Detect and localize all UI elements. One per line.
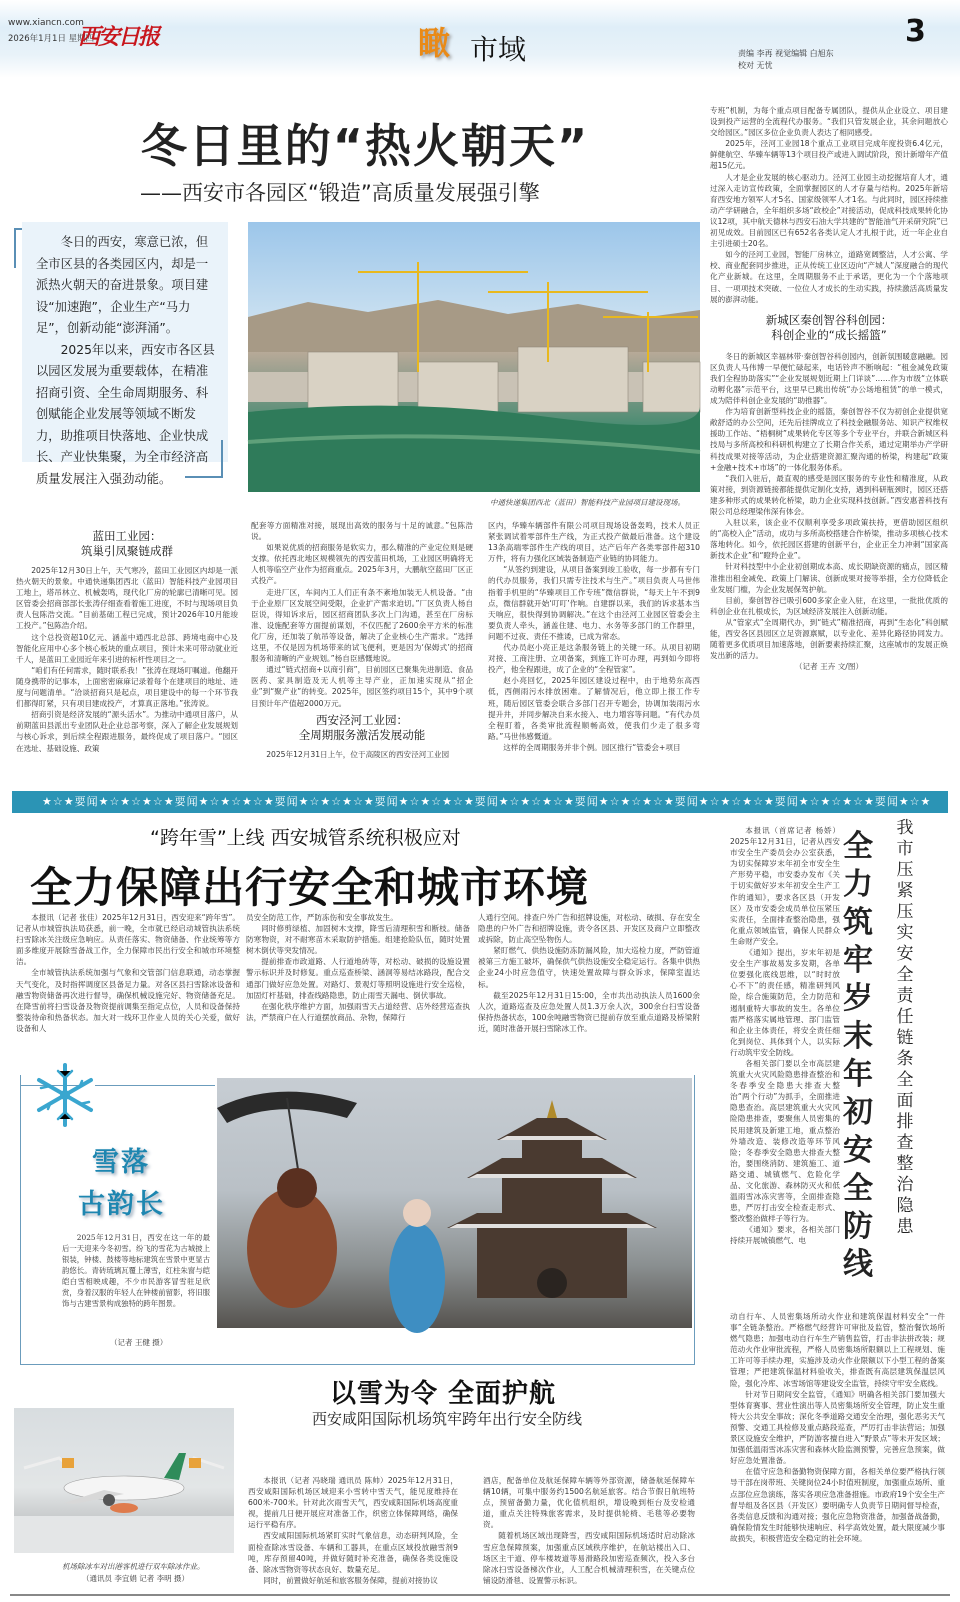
article-column xyxy=(251,520,473,785)
article-column xyxy=(248,1475,458,1590)
article-column xyxy=(730,825,840,1311)
section-heading-line: 筑巢引凤聚链成群 xyxy=(81,544,173,558)
story-headline: 全力保障出行安全和城市环境 xyxy=(30,863,590,912)
section-badge: 瞰 xyxy=(418,24,451,62)
paragraph: “咱们有任何需求，随时联系我！”张涛在现场叮嘱道。他翻开随身携带的记事本，上面密密麻麻记录着每个在建项目的地址、进度与问题清单。“洽谈招商只是起点，项目建设中的每一个环节我们都得盯紧，只有项目建成投产，才算真正落地。”张涛说。 xyxy=(16,665,238,709)
paragraph: 在强化秩序维护方面，加强雨雪天占道经营、店外经营巡查执法，严禁商户在人行道摆放商品、杂物，保障行 xyxy=(246,1001,470,1022)
paragraph: 这样的全周期服务并非个例。园区推行“管委会+项目 xyxy=(503,742,681,752)
paragraph: 《通知》提出，岁末年初是安全生产事故易发多发期，各单位要强化底线思维，以“时时放心不下”的责任感，精准研判风险，综合施策防范，全力防范和遏制重特大事故的发生。各单位需严格落实属地管理、部门监管和企业主体责任，将安全责任细化到岗位、具体到个人，以实际行动筑牢安全防线。 xyxy=(730,948,840,1057)
lead-intro-box xyxy=(22,222,228,486)
paragraph: 入驻以来，该企业不仅顺利享受多项政策扶持，更借助园区组织的“高校入企”活动，成功与多所高校搭建合作桥梁，推动多项核心技术落地转化。如今，依托园区搭建的创新平台，企业正全力冲刺“国家高新技术企业”和“瞪羚企业”。 xyxy=(710,518,948,561)
issue-date: 2026年1月1日 星期四 xyxy=(8,34,95,44)
paragraph: 紧盯燃气、供热设施防冻防漏风险，加大巡检力度，严防管道被第三方施工破坏，确保供气供热设施安全稳定运行。各集中供热企业24小时应急值守，快速处置故障与群众诉求，保障室温达标。 xyxy=(478,946,700,989)
paragraph: 2025年12月30日上午，天气寒冷，蓝田工业园区内却是一派热火朝天的景象。中通快递集团西北（蓝田）智能科技产业园项目工地上，塔吊林立、机械轰鸣，现代化厂房的轮廓已清晰可见。园区管委会招商部部长张涛仔细查看着施工进度，不时与现场项目负责人包陈浩交流。“目前基础工程已完成，预计2026年10月能竣工投产。”包陈浩介绍。 xyxy=(16,566,238,631)
paragraph: 如果说优质的招商服务是软实力，那么精准的产业定位则是硬支撑。依托西北地区规模领先的西安蓝田机场，工业园区明确将无人机等临空产业作为招商重点。2025年3月，大鹏航空蓝田厂区正式投产。 xyxy=(251,543,473,586)
paragraph: 同时，前置做好航延和旅客服务保障，提前对接协议 xyxy=(263,1575,438,1585)
paragraph: 在值守应急和备勤物资保障方面，各相关单位要严格执行领导干部在岗带班、关键岗位24小时值班制度，加强重点场所、重点部位应急演练，落实各项应急准备措施。市政府19个安全生产督导组及各区县（开发区）要明确专人负责节日期间督导检查，各类信息反馈和沟通对接；强化应急物资准备，加强备战备勤，确保险情发生时能够快速响应、科学高效处置，最大限度减少事故损失，积极营造安全稳定的社会环境。 xyxy=(730,1467,945,1543)
snow-feature-title: 古韵长 xyxy=(78,1189,165,1220)
bell-tower-illustration xyxy=(217,1078,692,1328)
snowflake-icon xyxy=(30,1060,100,1134)
paragraph: 专班”机制，为每个重点项目配备专属团队，提供从企业设立、项目建设到投产运营的全流程代办服务。“我们只管发展企业，其余问题放心交给园区。”园区多位企业负责人表达了相同感受。 xyxy=(710,106,948,138)
airport-deicing-photo xyxy=(14,1408,234,1553)
paragraph: 提前排查市政道路、人行道地砖等，对松动、破损的设施设置警示标识并及时修复。重点巡查桥梁、涵洞等易结冰路段，配合交通部门做好应急处置。对路灯、景观灯等照明设施进行安全巡检，加固灯杆基础，排查线路隐患，防止雨雪天漏电、倒伏事故。 xyxy=(246,957,470,1000)
section-heading xyxy=(251,713,473,743)
paragraph: 2025年12月31日，西安在这一年的最后一天迎来今冬初雪。纷飞的雪花为古城披上银装，钟楼、鼓楼等地标建筑在雪景中更显古韵悠长。青砖琉璃瓦覆上薄雪，红柱朱窗与皑皑白雪相映成趣，不少市民游客冒雪驻足欣赏，身着汉服的年轻人在钟楼前留影，将旧服饰与古建雪景构成独特的跨年图景。 xyxy=(62,1233,210,1308)
section-heading-line: 西安泾河工业园： xyxy=(316,712,408,727)
paragraph: 截至2025年12月31日15:00，全市共出动执法人员1600余人次，道路巡查及应急处置人员1.3万余人次，300余台扫雪设备保持热备状态，100余吨融雪物资已提前存放至重点道路及桥梁附近，随时准备开展扫雪除冰工作。 xyxy=(478,990,700,1033)
paragraph: 本报讯（记者 冯晓瑞 通讯员 陈帅）2025年12月31日，西安咸阳国际机场区域迎来小雪转中雪天气，能见度维持在600米-700米。针对此次雨雪天气，西安咸阳国际机场高度重视，提前几日便开展应对准备工作，织密立体保障网络，确保运行平稳有序。 xyxy=(248,1476,458,1530)
paragraph: 2025年，泾河工业园18个重点工业项目完成年度投资6.4亿元，鲜健航空、华臻车辆等13个项目投产或进入调试阶段，预计新增年产值超15亿元。 xyxy=(710,139,948,171)
proofreader-line: 校对 无忧 xyxy=(738,61,773,70)
paragraph: 员安全防范工作，严防冻伤和安全事故发生。 xyxy=(246,913,398,922)
article-column xyxy=(710,105,948,785)
byline: （记者 王卉 文/图） xyxy=(794,662,864,672)
photo-credit: （记者 王健 摄） xyxy=(110,1338,168,1347)
article-column xyxy=(730,1311,945,1591)
snow-feature-text xyxy=(62,1232,210,1327)
paragraph: “我们入驻后，最直观的感受是园区服务的专业性和精准度，从政策对接，到资源链接都能提供定制化支持，遇到科研瓶颈时，园区还搭建多种形式的成果转化桥梁，助力企业实现科技创新。”西安惠普科技有限公司总经理梁伟深有体会。 xyxy=(710,473,948,516)
paragraph: 酒店，配备单位及航延保障车辆等外部资源，储备航延保障车辆10辆，可集中服务约1500名航延旅客。结合节假日航班特点，预留备勤力量，优化值机组织，增设晚到柜台及安检通道，重点关注特殊旅客需求，及时提供轮椅、毛毯等必要物资。 xyxy=(483,1476,695,1530)
paragraph: 这个总投资超10亿元、涵盖中通西北总部、跨境电商中心及智能化应用中心多个核心板块的重点项目，预计未来可带动就业近千人，是蓝田工业园近年来引进的标杆性项目之一。 xyxy=(16,632,238,664)
paragraph: 作为培育创新型科技企业的摇篮，秦创智谷不仅为初创企业提供宽敞舒适的办公空间，还先后挂牌成立了科技金融服务站、知识产权维权援助工作站、“梧桐树”成果转化专区等多个专业平台，并联合新城区科技局与多所高校和科研机构建立了长期合作关系，通过定期举办产学研科技成果对接等活动，为企业搭建资源汇聚沟通的桥梁，构建起“政策+金融+技术+市场”的一体化服务体系。 xyxy=(710,407,948,472)
paragraph: 2025年12月31日上午，位于高陵区的西安泾河工业园 xyxy=(266,749,450,759)
construction-illustration xyxy=(248,222,700,492)
section-heading-line: 新城区秦创智谷科创园： xyxy=(765,312,893,327)
banner-text: ★☆★要闻★☆★☆★☆★要闻★☆★☆★☆★要闻★☆★☆★☆★要闻★☆★☆★☆★要闻★☆★☆★☆★要闻★☆★☆★☆★要闻★☆★☆★☆★要闻★☆★☆★☆★要闻★☆★ xyxy=(42,795,932,808)
paragraph: 人才是企业发展的核心驱动力。泾河工业园主动挖掘培育人才，通过深入走访宣传政策，全面掌握园区的人才存量与结构。2025年新培育西安地方领军人才5名、国家级领军人才1名。与此同时，园区持续推动产学研融合，全年组织多场“政校企”对接活动，促成科技成果转化协议12项，其中航天德林与西安石油大学共建的“智能油气开采研究院”已初见成效。目前园区已有652名各类认定人才扎根于此，近一年企业自主引进硕士20名。 xyxy=(710,172,948,249)
article-column xyxy=(246,912,470,1060)
intro-paragraph: 冬日的西安，寒意已浓，但全市区县的各类园区内，却是一派热火朝天的奋进景象。项目建设“加速跑”，企业生产“马力足”，创新动能“澎湃涌”。 xyxy=(36,235,209,335)
story-headline-vertical: 全力筑牢岁末年初安全防线 xyxy=(843,829,873,1282)
article-column xyxy=(488,520,700,785)
photo-credit: （通讯员 李宜娟 记者 李明 摄） xyxy=(82,1574,190,1583)
paragraph: 赵小亮回忆，2025年园区建设过程中，由于地势东高西低，西侧雨污水排放困难。了解情况后，他立即上报工作专班，随后园区管委会联合多部门召开专题会，协调加装雨污水提升井，并同步解决自来水接入、电力增容等问题。“有代办员全程盯着，各类审批流程顺畅高效，使我们少走了很多弯路。”马世伟感慨道。 xyxy=(488,676,700,741)
newspaper-logo: 西安日报 xyxy=(78,24,159,50)
editors-credit xyxy=(738,48,834,72)
airplane-illustration xyxy=(14,1408,234,1553)
lead-headline: 冬日里的“热火朝天” xyxy=(140,119,590,173)
paragraph: 如今的泾河工业园，智能厂房林立，道路宽阔整洁，人才公寓、学校、商业配套同步推进，正从传统工业区迈向“产城人”深度融合的现代化产业新城。在这里，全周期服务不止于承诺，更化为一个个落地项目、一项项技术突破、一位位人才成长的生动实践，持续激活高质量发展的澎湃动能。 xyxy=(710,250,948,304)
paragraph: 全市城管执法系统加强与气象和交管部门信息联通，动态掌握天气变化，及时指挥调度区县备足力量。对各区县扫雪除冰设备和融雪物资储备再次进行督导，确保机械设施完好、物资储备充足。在降雪前将扫雪设备及物资提前调集至指定点位，人员和设备保持整装待命和热备状态。加大对一线环卫作业人员的关心关爱，做好设备和人 xyxy=(16,968,240,1033)
article-column xyxy=(478,912,700,1033)
bell-tower-snow-photo xyxy=(217,1078,692,1328)
section-heading xyxy=(16,529,238,559)
paragraph: 招商引资是经济发展的“源头活水”。为推动中通项目落户，从前期蓝田县派出专业团队赴企业总部考察，深入了解企业发展规划与核心诉求，到后续全程跟进服务，最终促成了项目落户。“园区在选址、基础设施、政策 xyxy=(16,710,238,753)
paragraph: 动自行车、人员密集场所动火作业和建筑保温材料安全“一件事”全链条整治。严格燃气经营许可审批及监管，整治餐饮场所燃气隐患；加强电动自行车生产销售监管，打击非法拼改装；规范动火作业审批流程，严格人员密集场所限额以上工程规划、施工许可等手续办理，实施涉及动火作业限额以下小型工程的备案管理；严把建筑保温材料验收关，排查既有高层建筑保温层风险，强化冷库、冰雪场馆等建设安全监管，持续守牢安全底线。 xyxy=(730,1312,945,1388)
construction-site-photo xyxy=(248,222,700,492)
paragraph: 针对节日期间安全监管，《通知》明确各相关部门要加强大型体育赛事、营业性演出等人员密集场所安全管理，防止发生重特大公共安全事故；深化冬季道路交通安全治理，强化恶劣天气预警、交通工具检修及重点路段巡查，严厉打击非法营运；加强景区设施安全维护，严防游客擅自进入“野景点”等未开发区域；加强低温雨雪冰冻灾害和森林火险监测预警，完善应急预案，做好应急处置准备。 xyxy=(730,1389,945,1466)
paragraph: 代办员赵小亮正是这条服务链上的关键一环。从项目初期对接、工商注册、立项备案，到施工许可办理，再到如今即将投产，他全程跟进，成了企业的“全程管家”。 xyxy=(488,643,700,675)
snow-feature-title: 雪落 xyxy=(92,1147,150,1178)
intro-paragraph: 2025年以来，西安市各区县以园区发展为重要载体，在精准招商引资、全生命周期服务、科创赋能企业发展等领域不断发力，助推项目快落地、企业快成长、产业快集聚，为全市经济高质量发展注入强劲动能。 xyxy=(36,342,215,486)
paragraph: 本报讯（首席记者 杨娇）2025年12月31日，记者从西安市安全生产委员会办公室获悉，为切实保障岁末年初全市安全生产形势平稳，市安委办发布《关于切实做好岁末年初安全生产工作的通知》，要求各区县（开发区）及市安委会成员单位压紧压实责任，全面排查整治隐患，强化重点领域监管，确保人民群众生命财产安全。 xyxy=(730,826,840,946)
paragraph: 通过“链式招商+以商引商”，目前园区已聚集先进制造、食品医药、家具制造及无人机等主导产业，正加速实现从“招企业”到“聚产业”的转变。2025年，园区签约项目15个，其中9个项目预计年产值超2000万元。 xyxy=(251,665,473,708)
story-kicker: “跨年雪”上线 西安城管系统积极应对 xyxy=(150,827,461,849)
paragraph: 从“管家式”全周期代办，到“链式”精准招商，再到“生态化”科创赋能，西安各区县园区立足资源禀赋，以专业化、差异化路径协同发力。随着更多优质项目加速落地，创新要素持续汇聚，这座城市的发展正焕发出新的活力。 xyxy=(710,617,948,661)
paragraph: 冬日的新城区幸福林带·秦创智谷科创园内，创新氛围暖意融融。园区负责人马伟博一早便忙碌起来，电话铃声不断响起：“租金减免政策我们全程协助落实”“企业发展规划近期上门详谈”……作为市级“立体联动孵化器”示范平台，这里早已跳出传统“办公场地租赁”的单一模式，成为陪伴科创企业发展的“助推器”。 xyxy=(710,351,948,406)
frame-line xyxy=(95,1085,215,1086)
section-heading-line: 蓝田工业园： xyxy=(92,529,162,543)
intro-corner-decoration xyxy=(185,440,223,478)
article-column xyxy=(16,525,238,785)
article-column xyxy=(16,912,240,1060)
photo-caption: 机场除冰车对出港客机进行双车除冰作业。 xyxy=(62,1562,205,1571)
paragraph: 走进厂区，车间内工人们正有条不紊地加装无人机设备。“由于企业原厂区发展空间受限，企业扩产需求迫切。”厂区负责人杨自臣说，得知诉求后，园区招商团队多次上门沟通，甚至在厂房标准、设施配套等方面提前谋划，不仅匹配了2600余平方米的标准化厂房，还加装了航吊等设备，解决了企业核心生产需求。“选择这里，不仅是因为机场带来的试飞便利，更是因为‘保姆式’的招商服务和清晰的产业规划。”杨自臣感慨地说。 xyxy=(251,587,473,664)
site-url[interactable]: www.xiancn.com xyxy=(8,18,84,28)
paragraph: 针对科技型中小企业初创期成本高、成长期缺资源的痛点，园区精准推出租金减免、政策上门解读、创新成果对接等举措，全方位降低企业发展门槛，为企业发展保驾护航。 xyxy=(710,562,948,594)
paragraph: 人通行空间。排查户外广告和招牌设施，对松动、破损、存在安全隐患的户外广告和招牌设施，责令各区县、开发区及商户立即整改或拆除，防止高空坠物伤人。 xyxy=(478,913,700,945)
editors-line: 责编 李再 视觉编辑 白旭东 xyxy=(738,49,834,58)
page-bottom-rule xyxy=(10,1594,950,1596)
photo-caption: 中通快递集团西北（蓝田）智能科技产业园项目建设现场。 xyxy=(490,498,685,507)
paragraph: 西安咸阳国际机场紧盯实时气象信息，动态研判风险，全面检查除冰雪设备、车辆和工器具，在重点区域投放融雪剂9吨，库存预留40吨，并做好随时补充准备，确保各类设施设备、除冰雪物资等状态良好、数量充足。 xyxy=(248,1531,458,1574)
story-subheadline: 西安咸阳国际机场筑牢跨年出行安全防线 xyxy=(312,1410,583,1428)
paragraph: 同时修剪绿植、加固树木支撑，降雪后清理积雪和断枝。储备防寒物资，对不耐寒苗木采取防护措施。组建抢险队伍，随时处置树木倒伏等突发情况。 xyxy=(246,924,470,956)
paragraph: 随着机场区域出现降雪，西安咸阳国际机场适时启动除冰雪应急保障预案，加强重点区域秩序维护，在航站楼出入口、场区主干道、停车楼坡道等易滑路段加密巡查频次，投入多台除冰扫雪设备梯次作业，人工配合机械清理积雪，在关键点位铺设防滑毯、设置警示标识。 xyxy=(483,1531,695,1585)
section-heading-line: 全周期服务激活发展动能 xyxy=(298,727,426,742)
paragraph: “从签约到建设，从项目备案到竣工验收，每一步都有专门的代办员服务，我们只需专注技术与生产。”项目负责人马世伟指着手机里的“华臻项目工作专班”微信群说，“每天上午不到9点，微信群就开始‘叮叮’作响。自建群以来，我们的诉求基本当天响应，很快得到协调解决。”在这个由泾河工业园区管委会主要负责人牵头，涵盖住建、电力、水务等多部门的工作群里，问题不过夜、责任不推诿，已成为常态。 xyxy=(488,565,700,641)
article-column xyxy=(483,1475,695,1590)
section-heading-line: 科创企业的“成长摇篮” xyxy=(771,327,887,342)
paragraph: 《通知》要求，各相关部门持续开展城镇燃气、电 xyxy=(730,1225,840,1246)
page-number: 3 xyxy=(905,14,926,49)
paragraph: 本报讯（记者 张佳）2025年12月31日，西安迎来“跨年雪”。记者从市城管执法局获悉，前一晚，全市就已经启动城管执法系统扫雪除冰关注级应急响应。从责任落实、物资储备、作业统筹等方面多维度开展除雪备战工作，全力保障市民出行安全和城市环境整洁。 xyxy=(16,913,240,967)
story-headline: 以雪为令 全面护航 xyxy=(330,1379,557,1409)
paragraph: 各相关部门要以全市高层建筑重大火灾风险隐患排查整治和冬春季安全隐患大排查大整治“两个行动”为抓手，全面推进隐患查治。高层建筑重大火灾风险隐患排查，要聚焦人员密集的民用建筑及新建工地，重点整治外墙改造、装修改造等环节风险；冬春季安全隐患大排查大整治，要围绕消防、建筑施工、道路交通、城镇燃气、危险化学品、文化旅游、森林防灭火和低温雨雪冰冻灾害等，全面排查隐患，严厉打击安全检查走形式、整改整治做样子等行为。 xyxy=(730,1058,840,1224)
section-heading xyxy=(710,313,948,343)
section-name: 市域 xyxy=(470,33,527,66)
paragraph: 目前，秦创智谷已吸引600多家企业入驻，在这里，一批批优质的科创企业在扎根成长，为区域经济发展注入创新动能。 xyxy=(710,595,948,616)
story-subheadline-vertical: 我市压紧压实安全责任链条 全面排查整治隐患 xyxy=(896,818,914,1237)
paragraph: 区内，华臻车辆部件有限公司项目现场设备轰鸣，技术人员正紧张调试着零部件生产线，为正式投产做最后准备。这个建设13条高端零部件生产线的项目，达产后年产各类零部件超310万件，将有力强化区域装备制造产业链的协同能力。 xyxy=(488,521,700,564)
news-banner xyxy=(12,791,948,813)
paragraph: 配套等方面精准对接，展现出高效的服务与十足的诚意。”包陈浩说。 xyxy=(251,521,473,542)
lead-subtitle: ——西安市各园区“锻造”高质量发展强引擎 xyxy=(140,181,540,205)
